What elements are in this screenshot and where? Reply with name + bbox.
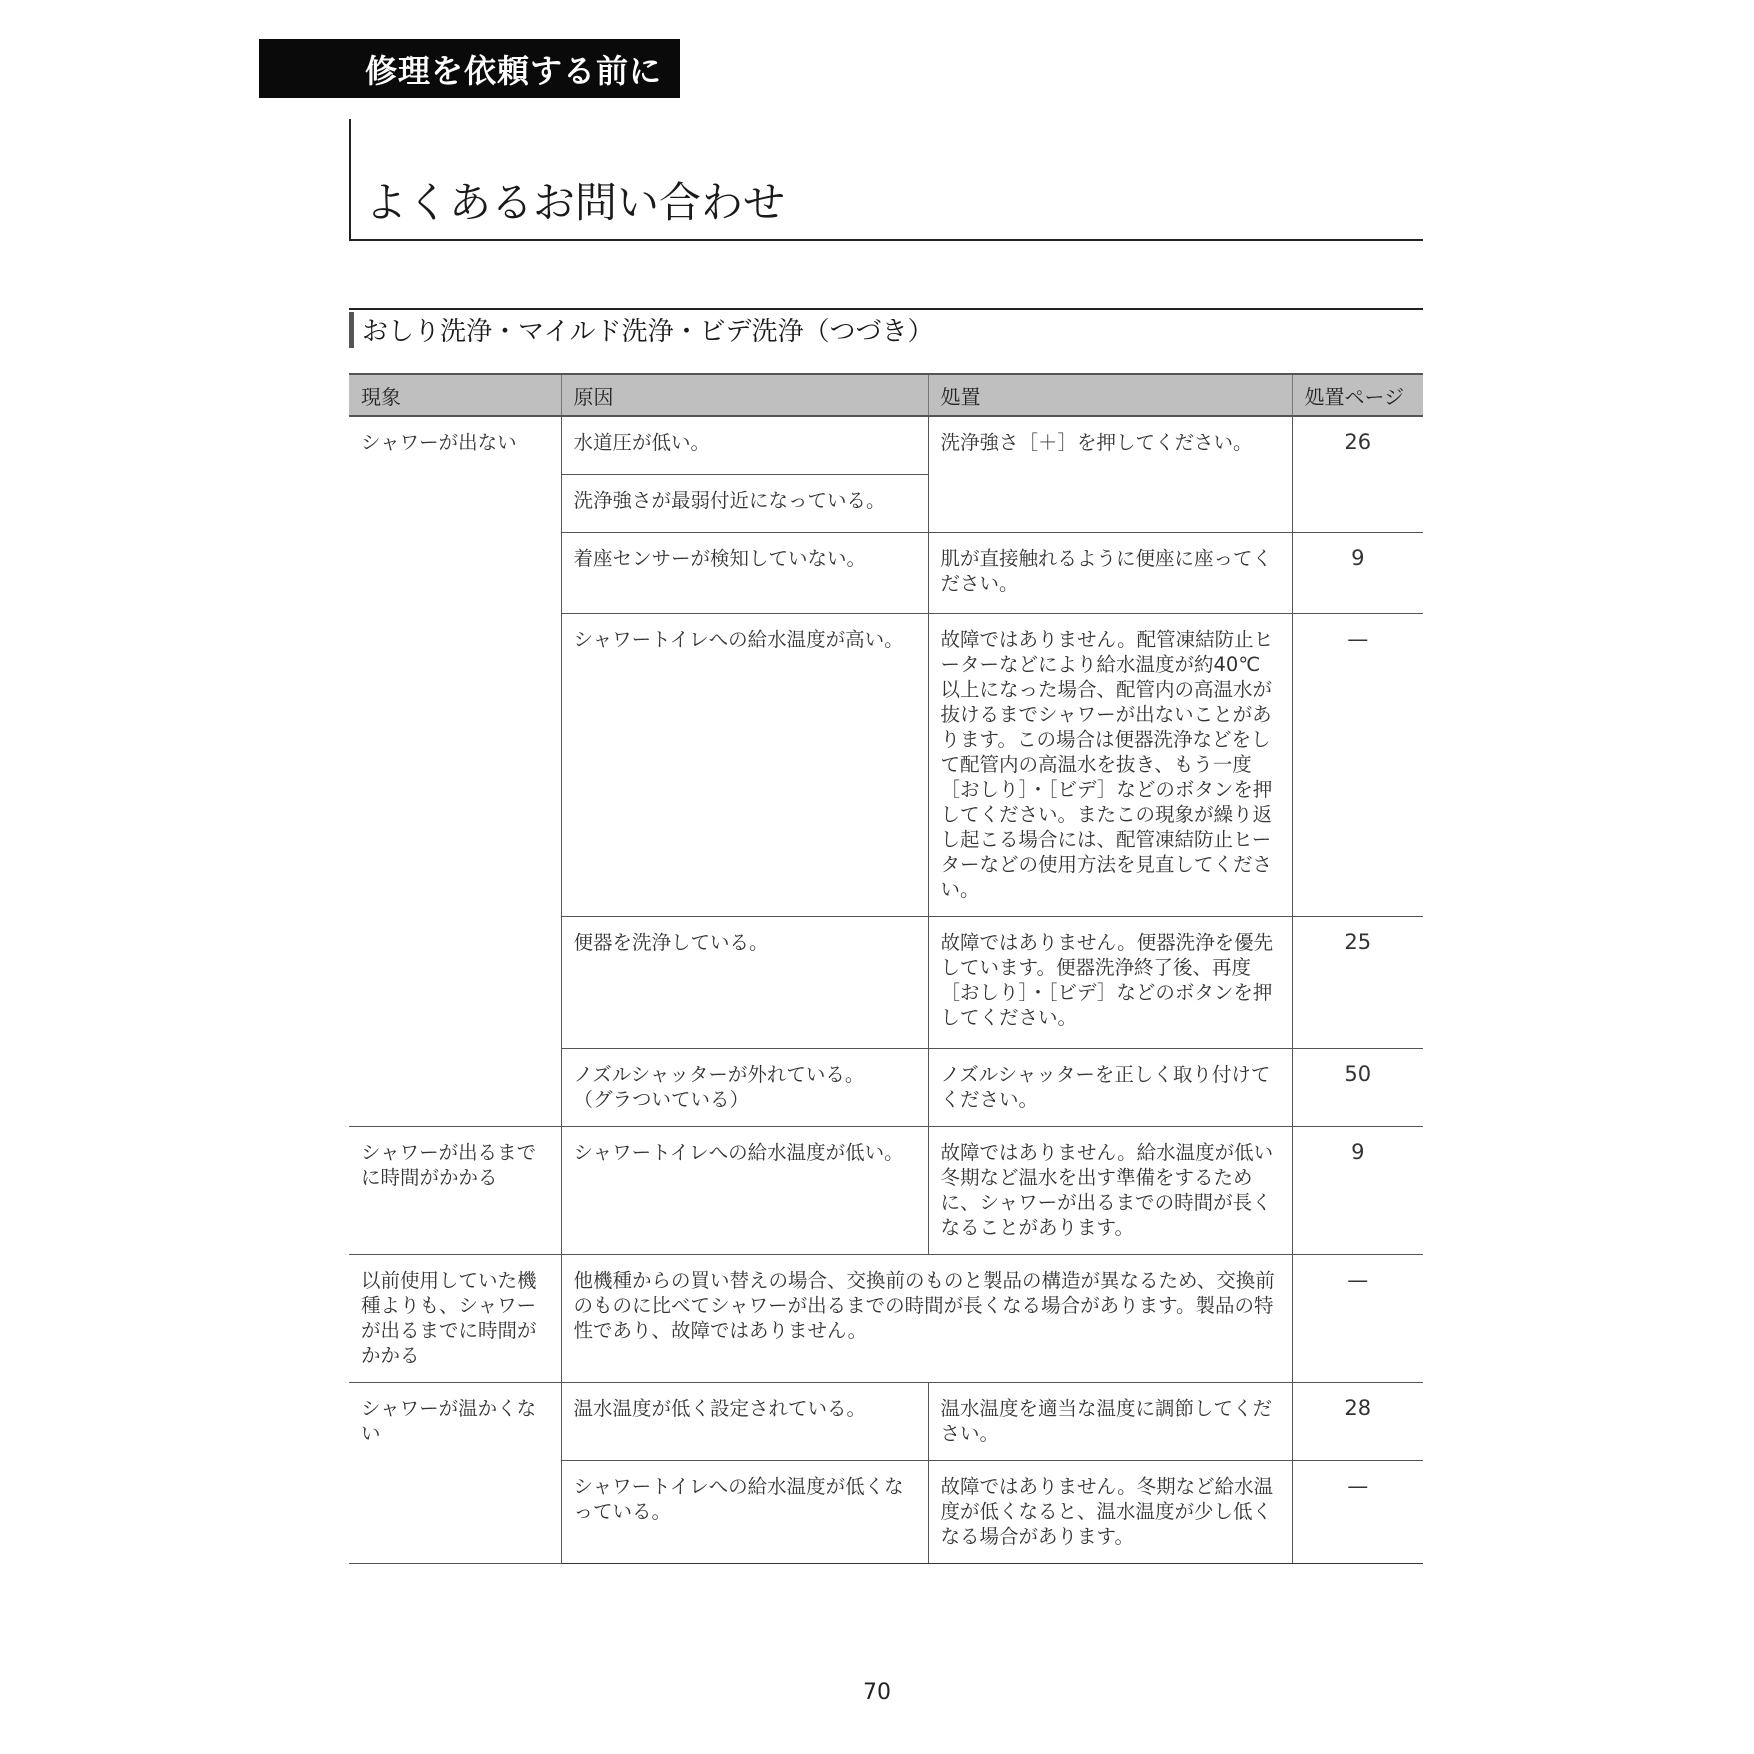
page-ref-cell: 25: [1292, 917, 1423, 1049]
cause-cell: 着座センサーが検知していない。: [561, 533, 928, 614]
page-ref-cell: —: [1292, 614, 1423, 917]
page-ref-cell: 28: [1292, 1383, 1423, 1461]
table-row: [349, 1127, 1423, 1255]
page-ref-cell: 9: [1292, 533, 1423, 614]
action-cell: 故障ではありません。給水温度が低い冬期など温水を出す準備をするために、シャワーが出るまでの時間が長くなることがあります。: [928, 1127, 1292, 1255]
col-header-page: 処置ページ: [1292, 374, 1423, 416]
cause-cell: シャワートイレへの給水温度が低い。: [561, 1127, 928, 1255]
symptom-cell: シャワーが温かくない: [349, 1383, 561, 1564]
action-cell: 故障ではありません。冬期など給水温度が低くなると、温水温度が少し低くなる場合があります。: [928, 1461, 1292, 1564]
page-ref-cell: 50: [1292, 1049, 1423, 1127]
faq-table: [349, 373, 1423, 1564]
note-cell: 他機種からの買い替えの場合、交換前のものと製品の構造が異なるため、交換前のものに比べてシャワーが出るまでの時間が長くなる場合があります。製品の特性であり、故障ではありません。: [561, 1255, 1292, 1383]
symptom-cell: シャワーが出ない: [349, 416, 561, 1127]
section-title: おしり洗浄・マイルド洗浄・ビデ洗浄（つづき）: [362, 317, 934, 347]
page-ref-cell: —: [1292, 1461, 1423, 1564]
cause-cell: 洗浄強さが最弱付近になっている。: [561, 475, 928, 533]
page-number: 70: [863, 1680, 891, 1705]
action-cell: 故障ではありません。配管凍結防止ヒーターなどにより給水温度が約40℃以上になった場合、配管内の高温水が抜けるまでシャワーが出ないことがあります。この場合は便器洗浄などをして配管内の高温水を抜き、もう一度［おしり］・［ビデ］などのボタンを押してください。またこの現象が繰り返し起こる場合には、配管凍結防止ヒーターなどの使用方法を見直してください。: [928, 614, 1292, 917]
action-cell: 洗浄強さ［＋］を押してください。: [928, 416, 1292, 533]
table-row: [349, 1255, 1423, 1383]
cause-cell: シャワートイレへの給水温度が低くなっている。: [561, 1461, 928, 1564]
col-header-symptom: 現象: [349, 374, 561, 416]
cause-cell: シャワートイレへの給水温度が高い。: [561, 614, 928, 917]
action-cell: 肌が直接触れるように便座に座ってください。: [928, 533, 1292, 614]
symptom-cell: シャワーが出るまでに時間がかかる: [349, 1127, 561, 1255]
page-title: よくあるお問い合わせ: [365, 178, 786, 227]
cause-cell: 水道圧が低い。: [561, 416, 928, 475]
col-header-cause: 原因: [561, 374, 928, 416]
cause-line: ノズルシャッターが外れている。: [573, 1063, 865, 1086]
cause-line: （グラついている）: [573, 1088, 750, 1111]
symptom-cell: 以前使用していた機種よりも、シャワーが出るまでに時間がかかる: [349, 1255, 561, 1383]
action-cell: 温水温度を適当な温度に調節してください。: [928, 1383, 1292, 1461]
section-marker: [349, 312, 354, 348]
cause-cell: 便器を洗浄している。: [561, 917, 928, 1049]
cause-cell: [561, 1049, 928, 1127]
col-header-action: 処置: [928, 374, 1292, 416]
section-rule: [349, 308, 1423, 310]
table-header-row: [349, 374, 1423, 416]
table-row: [349, 416, 1423, 475]
action-cell: ノズルシャッターを正しく取り付けてください。: [928, 1049, 1292, 1127]
action-cell: 故障ではありません。便器洗浄を優先しています。便器洗浄終了後、再度［おしり］・［ビデ］などのボタンを押してください。: [928, 917, 1292, 1049]
cause-cell: 温水温度が低く設定されている。: [561, 1383, 928, 1461]
page-ref-cell: 26: [1292, 416, 1423, 533]
section-banner: 修理を依頼する前に: [259, 39, 680, 98]
page-ref-cell: —: [1292, 1255, 1423, 1383]
page-ref-cell: 9: [1292, 1127, 1423, 1255]
table-row: [349, 1383, 1423, 1461]
